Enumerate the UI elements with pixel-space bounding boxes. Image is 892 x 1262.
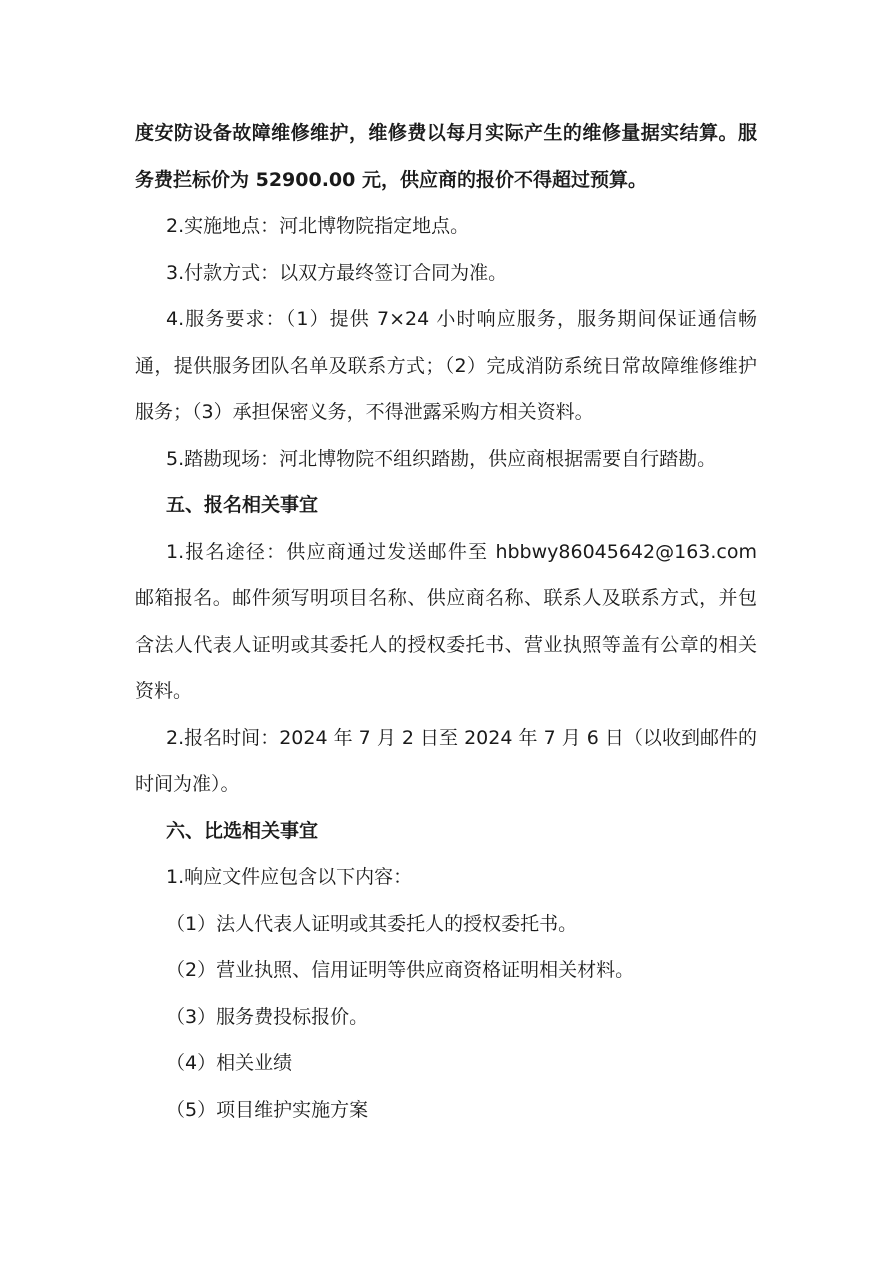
list-item: （5）项目维护实施方案	[166, 1098, 369, 1121]
budget-paragraph: 度安防设备故障维修维护，维修费以每月实际产生的维修量据实结算。服务费拦标价为 52900.00 元，供应商的报价不得超过预算。	[135, 122, 757, 191]
site-visit-paragraph: 5.踏勘现场：河北博物院不组织踏勘，供应商根据需要自行踏勘。	[166, 447, 717, 470]
registration-time-paragraph: 2.报名时间：2024 年 7 月 2 日至 2024 年 7 月 6 日（以收到邮件的时间为准）。	[135, 726, 757, 795]
section-heading-registration: 五、报名相关事宜	[166, 494, 319, 516]
registration-method-paragraph: 1.报名途径：供应商通过发送邮件至 hbbwy86045642@163.com 邮箱报名。邮件须写明项目名称、供应商名称、联系人及联系方式，并包含法人代表人证明或其委托人的授权委托书、营业执照等盖有公章的相关资料。	[135, 540, 757, 702]
list-item: （3）服务费投标报价。	[166, 1005, 369, 1028]
location-paragraph: 2.实施地点：河北博物院指定地点。	[166, 215, 470, 237]
list-item: （1）法人代表人证明或其委托人的授权委托书。	[166, 912, 578, 935]
list-item: （4）相关业绩	[166, 1052, 293, 1074]
list-item: （2）营业执照、信用证明等供应商资格证明相关材料。	[166, 959, 635, 981]
payment-paragraph: 3.付款方式：以双方最终签订合同为准。	[166, 261, 508, 284]
section-heading-selection: 六、比选相关事宜	[166, 819, 319, 842]
response-docs-paragraph: 1.响应文件应包含以下内容：	[166, 866, 413, 888]
service-requirements-paragraph: 4.服务要求：（1）提供 7×24 小时响应服务，服务期间保证通信畅通，提供服务团队名单及联系方式；（2）完成消防系统日常故障维修维护服务；（3）承担保密义务，不得泄露采购方相关资料。	[135, 308, 757, 423]
document-body	[135, 110, 757, 1133]
